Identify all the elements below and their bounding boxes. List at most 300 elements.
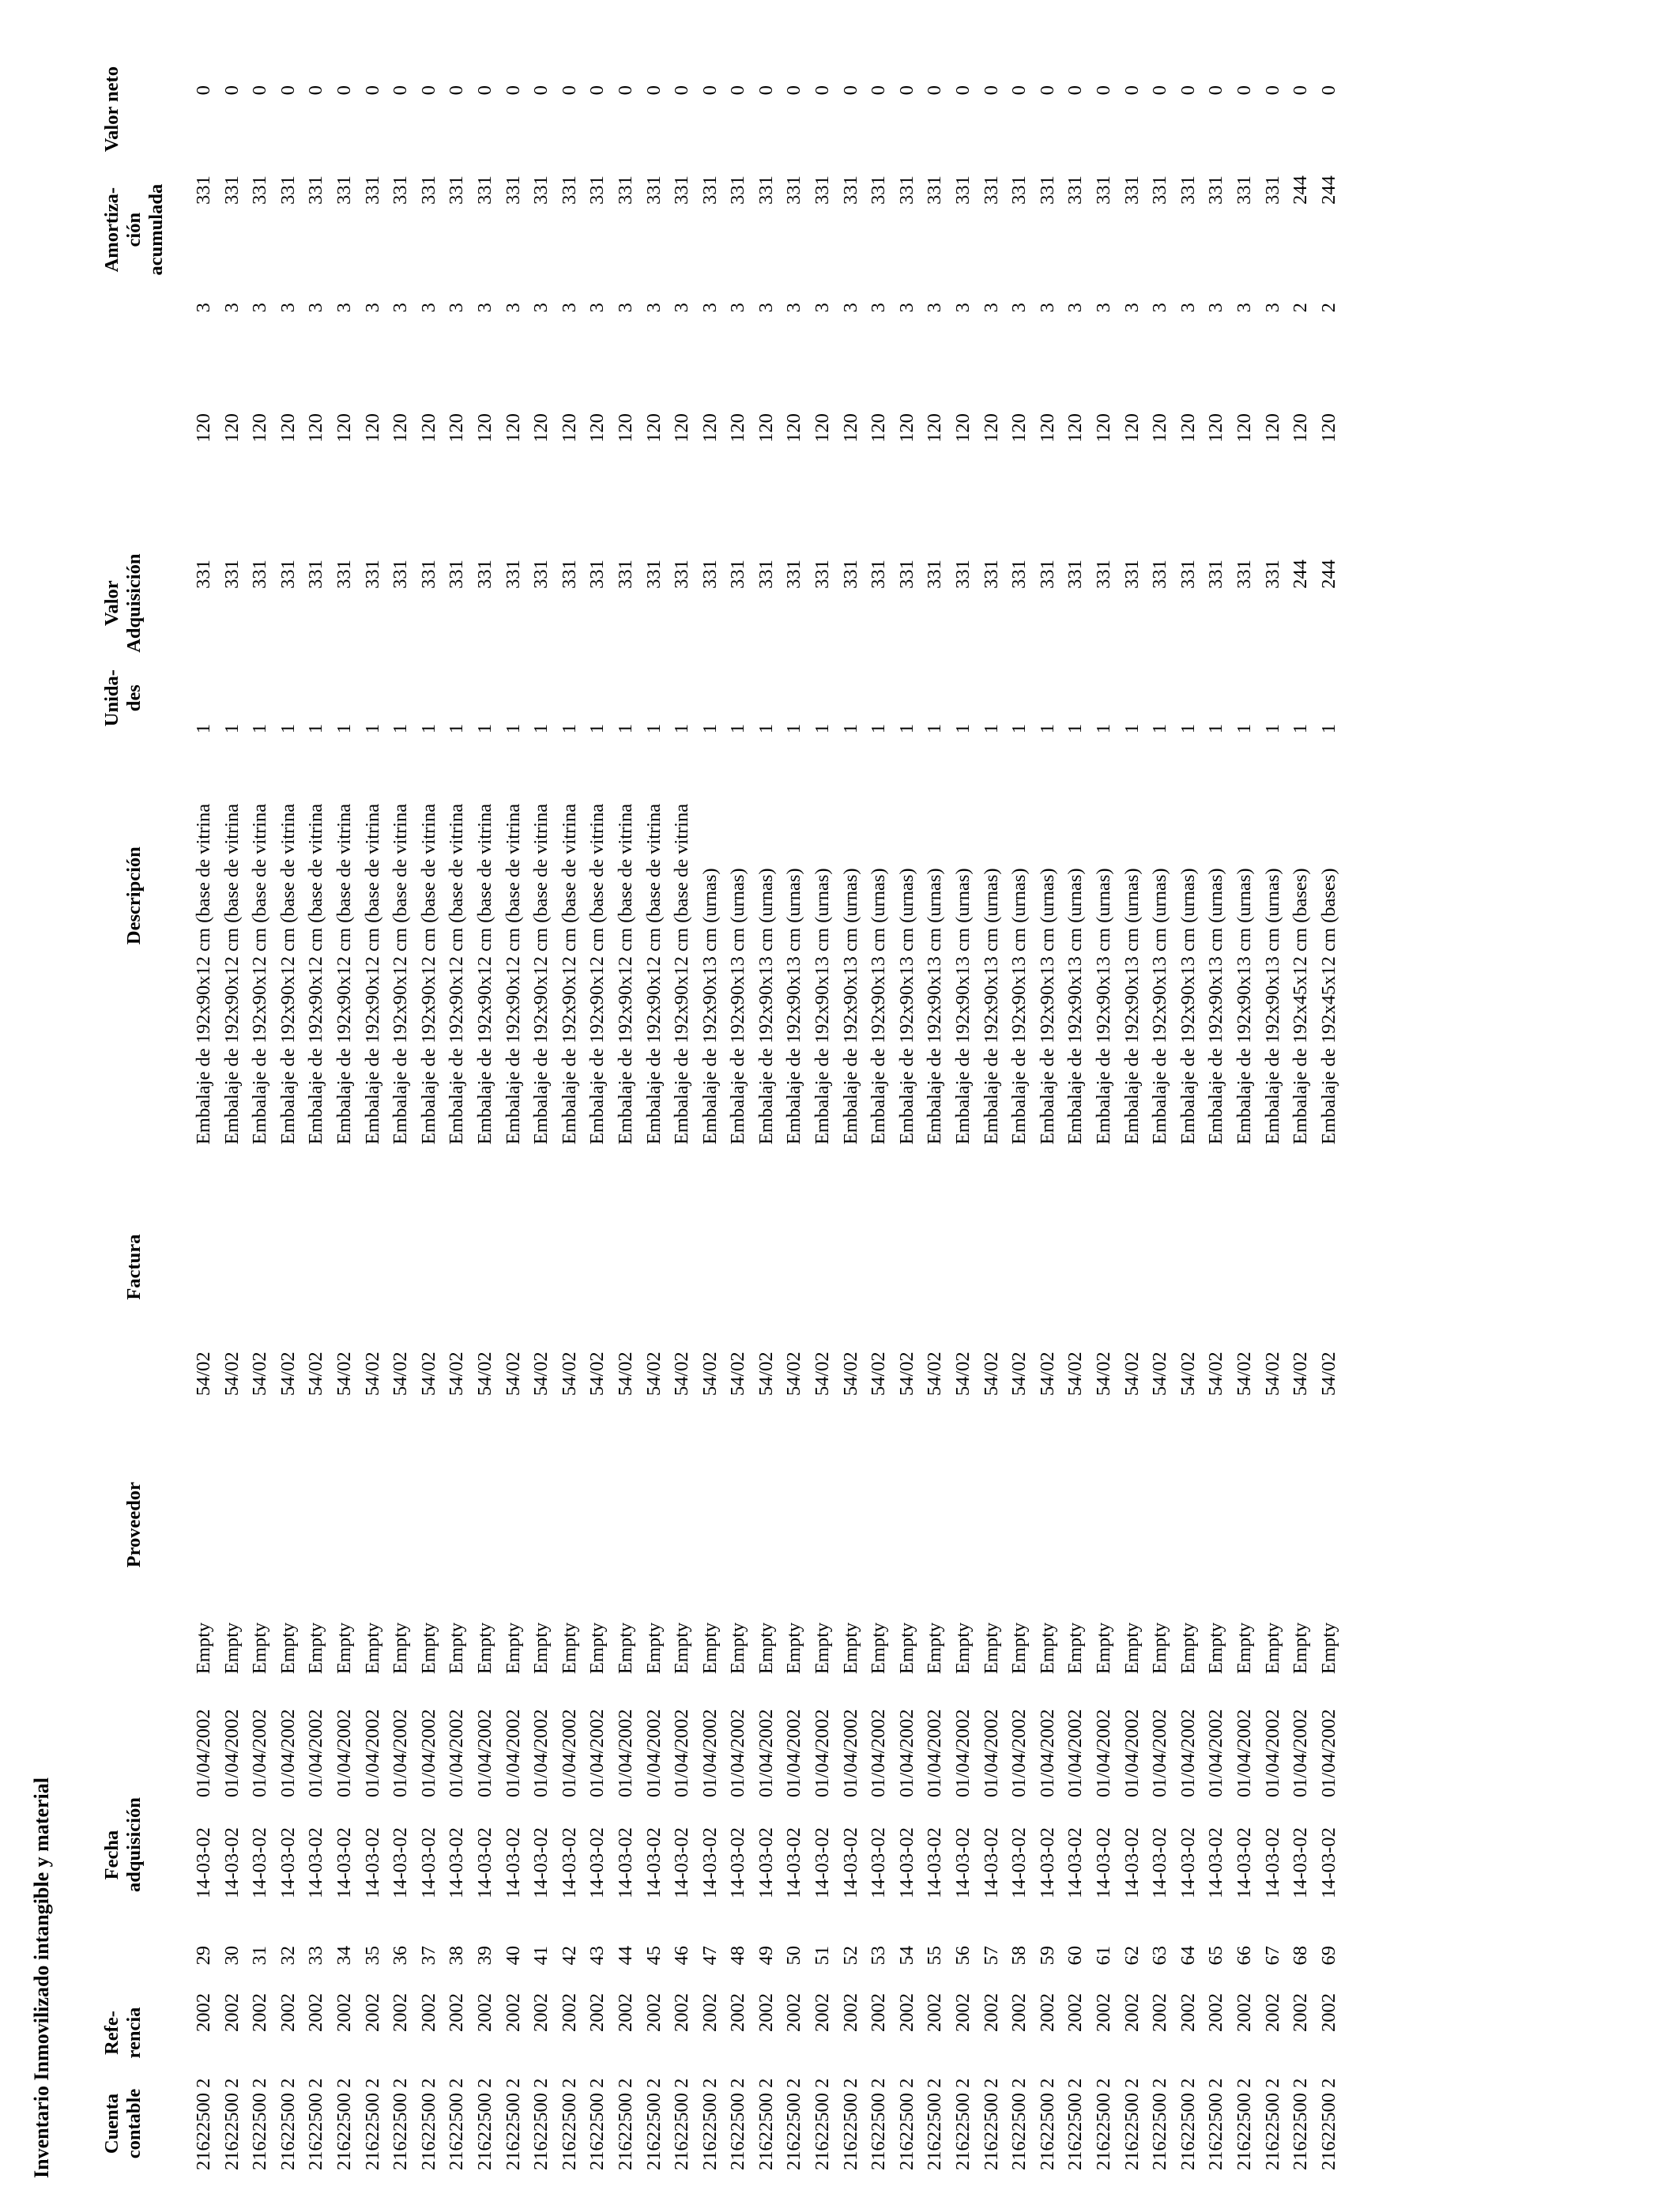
cell-factura: 54/02 — [1064, 1351, 1087, 1397]
cell-referencia: 65 — [1205, 1946, 1227, 1966]
cell-porcentaje: 120 — [1233, 413, 1255, 443]
cell-fecha-alta: 01/04/2002 — [1036, 1709, 1058, 1798]
cell-descripcion: Embalaje de 192x90x13 cm (urnas) — [812, 868, 834, 1145]
cell-anios: 3 — [1233, 303, 1255, 313]
cell-descripcion: Embalaje de 192x90x12 cm (base de vitrina — [446, 803, 468, 1145]
cell-cuenta-contable: 21622500 2 — [446, 2078, 468, 2170]
cell-valor-adquisicion: 331 — [895, 560, 917, 589]
cell-anios: 3 — [220, 303, 243, 313]
cell-referencia: 69 — [1317, 1946, 1339, 1966]
cell-anios: 3 — [333, 303, 355, 313]
header-fecha-adquisicion: Fecha adquisición — [101, 1797, 145, 1892]
cell-amortizacion-acumulada: 244 — [1317, 175, 1339, 205]
cell-referencia: 62 — [1121, 1946, 1143, 1966]
cell-fecha-alta: 01/04/2002 — [361, 1709, 383, 1798]
cell-ejercicio: 2002 — [727, 1993, 749, 2032]
cell-amortizacion-acumulada: 331 — [502, 175, 524, 205]
table-row — [1259, 54, 1287, 2170]
cell-ejercicio: 2002 — [1317, 1993, 1339, 2032]
cell-valor-adquisicion: 331 — [839, 560, 861, 589]
cell-proveedor: Empty — [980, 1622, 1002, 1675]
cell-fecha-alta: 01/04/2002 — [1177, 1709, 1199, 1798]
cell-amortizacion-acumulada: 331 — [305, 175, 327, 205]
cell-valor-neto: 0 — [839, 85, 861, 96]
cell-porcentaje: 120 — [1121, 413, 1143, 443]
cell-fecha-alta: 01/04/2002 — [1121, 1709, 1143, 1798]
header-unidades: Unida- des — [101, 669, 145, 727]
cell-valor-adquisicion: 331 — [727, 560, 749, 589]
cell-fecha-alta: 01/04/2002 — [446, 1709, 468, 1798]
cell-fecha-adquisicion: 14-03-02 — [530, 1827, 552, 1898]
header-descripcion: Descripción — [123, 846, 145, 945]
cell-valor-adquisicion: 331 — [952, 560, 974, 589]
cell-ejercicio: 2002 — [558, 1993, 580, 2032]
cell-ejercicio: 2002 — [1205, 1993, 1227, 2032]
cell-unidades: 1 — [361, 723, 383, 734]
table-row — [837, 54, 865, 2170]
cell-fecha-alta: 01/04/2002 — [586, 1709, 608, 1798]
table-row — [1118, 54, 1147, 2170]
cell-valor-adquisicion: 331 — [924, 560, 946, 589]
cell-fecha-adquisicion: 14-03-02 — [812, 1827, 834, 1898]
cell-referencia: 52 — [839, 1946, 861, 1966]
cell-valor-adquisicion: 331 — [1064, 560, 1087, 589]
cell-ejercicio: 2002 — [839, 1993, 861, 2032]
cell-descripcion: Embalaje de 192x90x13 cm (urnas) — [895, 868, 917, 1145]
cell-descripcion: Embalaje de 192x90x13 cm (urnas) — [952, 868, 974, 1145]
cell-valor-neto: 0 — [277, 85, 299, 96]
cell-factura: 54/02 — [1261, 1351, 1283, 1397]
cell-fecha-adquisicion: 14-03-02 — [868, 1827, 890, 1898]
cell-amortizacion-acumulada: 331 — [755, 175, 777, 205]
cell-proveedor: Empty — [1233, 1622, 1255, 1675]
cell-valor-adquisicion: 331 — [1008, 560, 1030, 589]
cell-factura: 54/02 — [1036, 1351, 1058, 1397]
cell-referencia: 47 — [699, 1946, 721, 1966]
cell-ejercicio: 2002 — [390, 1993, 412, 2032]
cell-amortizacion-acumulada: 331 — [1149, 175, 1171, 205]
cell-ejercicio: 2002 — [642, 1993, 665, 2032]
table-row — [1174, 54, 1203, 2170]
cell-factura: 54/02 — [249, 1351, 271, 1397]
cell-proveedor: Empty — [473, 1622, 495, 1675]
cell-anios: 3 — [895, 303, 917, 313]
cell-valor-adquisicion: 331 — [1205, 560, 1227, 589]
cell-unidades: 1 — [1008, 723, 1030, 734]
cell-porcentaje: 120 — [895, 413, 917, 443]
cell-amortizacion-acumulada: 331 — [924, 175, 946, 205]
cell-anios: 3 — [249, 303, 271, 313]
table-row — [386, 54, 415, 2170]
cell-anios: 3 — [558, 303, 580, 313]
cell-cuenta-contable: 21622500 2 — [980, 2078, 1002, 2170]
cell-fecha-adquisicion: 14-03-02 — [1008, 1827, 1030, 1898]
cell-porcentaje: 120 — [1064, 413, 1087, 443]
cell-anios: 3 — [727, 303, 749, 313]
cell-anios: 3 — [361, 303, 383, 313]
cell-porcentaje: 120 — [249, 413, 271, 443]
cell-anios: 3 — [1205, 303, 1227, 313]
cell-valor-adquisicion: 331 — [361, 560, 383, 589]
cell-descripcion: Embalaje de 192x90x13 cm (urnas) — [783, 868, 805, 1145]
cell-cuenta-contable: 21622500 2 — [390, 2078, 412, 2170]
cell-valor-neto: 0 — [924, 85, 946, 96]
cell-valor-adquisicion: 331 — [193, 560, 214, 589]
cell-referencia: 38 — [446, 1946, 468, 1966]
cell-porcentaje: 120 — [1149, 413, 1171, 443]
cell-cuenta-contable: 21622500 2 — [1205, 2078, 1227, 2170]
cell-valor-adquisicion: 331 — [642, 560, 665, 589]
cell-ejercicio: 2002 — [1261, 1993, 1283, 2032]
cell-unidades: 1 — [1036, 723, 1058, 734]
cell-fecha-alta: 01/04/2002 — [417, 1709, 439, 1798]
cell-amortizacion-acumulada: 331 — [220, 175, 243, 205]
cell-valor-neto: 0 — [558, 85, 580, 96]
cell-unidades: 1 — [1121, 723, 1143, 734]
cell-referencia: 57 — [980, 1946, 1002, 1966]
cell-cuenta-contable: 21622500 2 — [1290, 2078, 1312, 2170]
cell-valor-neto: 0 — [586, 85, 608, 96]
cell-porcentaje: 120 — [530, 413, 552, 443]
cell-descripcion: Embalaje de 192x90x12 cm (base de vitrina — [558, 803, 580, 1145]
cell-amortizacion-acumulada: 331 — [1121, 175, 1143, 205]
cell-proveedor: Empty — [642, 1622, 665, 1675]
cell-unidades: 1 — [1177, 723, 1199, 734]
cell-porcentaje: 120 — [1205, 413, 1227, 443]
cell-valor-adquisicion: 331 — [586, 560, 608, 589]
cell-amortizacion-acumulada: 331 — [361, 175, 383, 205]
cell-factura: 54/02 — [895, 1351, 917, 1397]
cell-amortizacion-acumulada: 331 — [868, 175, 890, 205]
cell-factura: 54/02 — [642, 1351, 665, 1397]
cell-cuenta-contable: 21622500 2 — [812, 2078, 834, 2170]
cell-proveedor: Empty — [895, 1622, 917, 1675]
cell-amortizacion-acumulada: 331 — [895, 175, 917, 205]
cell-valor-adquisicion: 331 — [417, 560, 439, 589]
cell-unidades: 1 — [642, 723, 665, 734]
cell-factura: 54/02 — [558, 1351, 580, 1397]
table-row — [1230, 54, 1259, 2170]
table-row — [499, 54, 528, 2170]
cell-descripcion: Embalaje de 192x90x12 cm (base de vitrina — [473, 803, 495, 1145]
cell-cuenta-contable: 21622500 2 — [1177, 2078, 1199, 2170]
cell-valor-neto: 0 — [193, 85, 214, 96]
cell-valor-adquisicion: 331 — [473, 560, 495, 589]
header-valor-neto: Valor neto — [101, 66, 122, 153]
cell-proveedor: Empty — [361, 1622, 383, 1675]
cell-proveedor: Empty — [390, 1622, 412, 1675]
cell-cuenta-contable: 21622500 2 — [1121, 2078, 1143, 2170]
cell-referencia: 43 — [586, 1946, 608, 1966]
cell-descripcion: Embalaje de 192x90x13 cm (urnas) — [1093, 868, 1114, 1145]
cell-proveedor: Empty — [783, 1622, 805, 1675]
cell-porcentaje: 120 — [417, 413, 439, 443]
cell-porcentaje: 120 — [727, 413, 749, 443]
cell-amortizacion-acumulada: 331 — [671, 175, 693, 205]
cell-porcentaje: 120 — [193, 413, 214, 443]
cell-unidades: 1 — [249, 723, 271, 734]
cell-valor-neto: 0 — [727, 85, 749, 96]
cell-amortizacion-acumulada: 331 — [333, 175, 355, 205]
cell-referencia: 48 — [727, 1946, 749, 1966]
cell-proveedor: Empty — [812, 1622, 834, 1675]
cell-factura: 54/02 — [333, 1351, 355, 1397]
cell-proveedor: Empty — [586, 1622, 608, 1675]
cell-referencia: 35 — [361, 1946, 383, 1966]
cell-ejercicio: 2002 — [220, 1993, 243, 2032]
cell-proveedor: Empty — [1121, 1622, 1143, 1675]
cell-valor-adquisicion: 331 — [502, 560, 524, 589]
cell-descripcion: Embalaje de 192x90x13 cm (urnas) — [1036, 868, 1058, 1145]
cell-ejercicio: 2002 — [1121, 1993, 1143, 2032]
cell-anios: 3 — [839, 303, 861, 313]
cell-ejercicio: 2002 — [755, 1993, 777, 2032]
cell-unidades: 1 — [924, 723, 946, 734]
cell-factura: 54/02 — [586, 1351, 608, 1397]
table-row — [808, 54, 837, 2170]
cell-fecha-adquisicion: 14-03-02 — [277, 1827, 299, 1898]
cell-referencia: 40 — [502, 1946, 524, 1966]
cell-fecha-alta: 01/04/2002 — [1149, 1709, 1171, 1798]
cell-referencia: 67 — [1261, 1946, 1283, 1966]
cell-unidades: 1 — [1233, 723, 1255, 734]
cell-proveedor: Empty — [530, 1622, 552, 1675]
cell-factura: 54/02 — [980, 1351, 1002, 1397]
cell-proveedor: Empty — [699, 1622, 721, 1675]
cell-cuenta-contable: 21622500 2 — [783, 2078, 805, 2170]
cell-anios: 3 — [193, 303, 214, 313]
cell-referencia: 54 — [895, 1946, 917, 1966]
header-valor-adquisicion: Valor Adquisición — [101, 553, 145, 653]
table-row — [218, 54, 247, 2170]
cell-ejercicio: 2002 — [417, 1993, 439, 2032]
cell-amortizacion-acumulada: 331 — [727, 175, 749, 205]
table-row — [330, 54, 359, 2170]
cell-fecha-adquisicion: 14-03-02 — [361, 1827, 383, 1898]
header-factura: Factura — [123, 1234, 145, 1300]
cell-factura: 54/02 — [952, 1351, 974, 1397]
cell-porcentaje: 120 — [277, 413, 299, 443]
cell-fecha-alta: 01/04/2002 — [952, 1709, 974, 1798]
cell-factura: 54/02 — [446, 1351, 468, 1397]
cell-descripcion: Embalaje de 192x90x13 cm (urnas) — [727, 868, 749, 1145]
cell-descripcion: Embalaje de 192x90x12 cm (base de vitrina — [193, 803, 214, 1145]
cell-ejercicio: 2002 — [446, 1993, 468, 2032]
cell-unidades: 1 — [305, 723, 327, 734]
cell-unidades: 1 — [727, 723, 749, 734]
cell-descripcion: Embalaje de 192x45x12 cm (bases) — [1317, 868, 1339, 1145]
cell-cuenta-contable: 21622500 2 — [1233, 2078, 1255, 2170]
cell-unidades: 1 — [333, 723, 355, 734]
table-row — [302, 54, 330, 2170]
cell-fecha-alta: 01/04/2002 — [1290, 1709, 1312, 1798]
cell-factura: 54/02 — [812, 1351, 834, 1397]
cell-ejercicio: 2002 — [1233, 1993, 1255, 2032]
cell-referencia: 63 — [1149, 1946, 1171, 1966]
cell-valor-adquisicion: 331 — [305, 560, 327, 589]
cell-amortizacion-acumulada: 331 — [642, 175, 665, 205]
cell-amortizacion-acumulada: 331 — [390, 175, 412, 205]
cell-porcentaje: 120 — [1317, 413, 1339, 443]
cell-referencia: 45 — [642, 1946, 665, 1966]
cell-referencia: 33 — [305, 1946, 327, 1966]
cell-porcentaje: 120 — [502, 413, 524, 443]
cell-amortizacion-acumulada: 331 — [530, 175, 552, 205]
cell-factura: 54/02 — [1205, 1351, 1227, 1397]
cell-factura: 54/02 — [755, 1351, 777, 1397]
cell-fecha-adquisicion: 14-03-02 — [249, 1827, 271, 1898]
cell-valor-neto: 0 — [642, 85, 665, 96]
cell-valor-neto: 0 — [530, 85, 552, 96]
table-row — [1146, 54, 1174, 2170]
cell-descripcion: Embalaje de 192x90x12 cm (base de vitrina — [642, 803, 665, 1145]
cell-porcentaje: 120 — [220, 413, 243, 443]
cell-descripcion: Embalaje de 192x45x12 cm (bases) — [1290, 868, 1312, 1145]
cell-cuenta-contable: 21622500 2 — [1064, 2078, 1087, 2170]
cell-referencia: 36 — [390, 1946, 412, 1966]
cell-unidades: 1 — [699, 723, 721, 734]
cell-ejercicio: 2002 — [502, 1993, 524, 2032]
cell-valor-neto: 0 — [220, 85, 243, 96]
cell-factura: 54/02 — [502, 1351, 524, 1397]
cell-factura: 54/02 — [1317, 1351, 1339, 1397]
cell-fecha-adquisicion: 14-03-02 — [727, 1827, 749, 1898]
table-row — [1315, 54, 1343, 2170]
cell-descripcion: Embalaje de 192x90x13 cm (urnas) — [755, 868, 777, 1145]
table-row — [921, 54, 949, 2170]
cell-ejercicio: 2002 — [193, 1993, 214, 2032]
table-row — [583, 54, 612, 2170]
cell-proveedor: Empty — [1177, 1622, 1199, 1675]
cell-proveedor: Empty — [1064, 1622, 1087, 1675]
cell-fecha-alta: 01/04/2002 — [699, 1709, 721, 1798]
cell-ejercicio: 2002 — [1290, 1993, 1312, 2032]
cell-descripcion: Embalaje de 192x90x12 cm (base de vitrina — [277, 803, 299, 1145]
cell-unidades: 1 — [558, 723, 580, 734]
cell-valor-adquisicion: 331 — [783, 560, 805, 589]
cell-anios: 3 — [642, 303, 665, 313]
cell-factura: 54/02 — [305, 1351, 327, 1397]
cell-referencia: 39 — [473, 1946, 495, 1966]
cell-descripcion: Embalaje de 192x90x13 cm (urnas) — [839, 868, 861, 1145]
cell-proveedor: Empty — [952, 1622, 974, 1675]
cell-anios: 3 — [1177, 303, 1199, 313]
cell-fecha-alta: 01/04/2002 — [277, 1709, 299, 1798]
cell-fecha-alta: 01/04/2002 — [390, 1709, 412, 1798]
cell-descripcion: Embalaje de 192x90x13 cm (urnas) — [1233, 868, 1255, 1145]
table-row — [1034, 54, 1062, 2170]
cell-valor-adquisicion: 331 — [868, 560, 890, 589]
cell-referencia: 68 — [1290, 1946, 1312, 1966]
cell-fecha-alta: 01/04/2002 — [530, 1709, 552, 1798]
cell-anios: 3 — [586, 303, 608, 313]
cell-cuenta-contable: 21622500 2 — [502, 2078, 524, 2170]
table-row — [246, 54, 274, 2170]
cell-anios: 3 — [1064, 303, 1087, 313]
table-row — [274, 54, 303, 2170]
cell-factura: 54/02 — [783, 1351, 805, 1397]
cell-valor-neto: 0 — [1121, 85, 1143, 96]
cell-fecha-alta: 01/04/2002 — [755, 1709, 777, 1798]
cell-factura: 54/02 — [1290, 1351, 1312, 1397]
cell-fecha-alta: 01/04/2002 — [1008, 1709, 1030, 1798]
cell-amortizacion-acumulada: 244 — [1290, 175, 1312, 205]
cell-cuenta-contable: 21622500 2 — [642, 2078, 665, 2170]
cell-cuenta-contable: 21622500 2 — [586, 2078, 608, 2170]
cell-referencia: 59 — [1036, 1946, 1058, 1966]
table-row — [1202, 54, 1230, 2170]
cell-descripcion: Embalaje de 192x90x13 cm (urnas) — [980, 868, 1002, 1145]
cell-valor-neto: 0 — [502, 85, 524, 96]
cell-anios: 3 — [305, 303, 327, 313]
cell-proveedor: Empty — [193, 1622, 214, 1675]
cell-referencia: 31 — [249, 1946, 271, 1966]
cell-factura: 54/02 — [1093, 1351, 1114, 1397]
cell-unidades: 1 — [1093, 723, 1114, 734]
cell-cuenta-contable: 21622500 2 — [417, 2078, 439, 2170]
cell-valor-adquisicion: 331 — [277, 560, 299, 589]
cell-ejercicio: 2002 — [783, 1993, 805, 2032]
cell-referencia: 49 — [755, 1946, 777, 1966]
cell-proveedor: Empty — [446, 1622, 468, 1675]
cell-porcentaje: 120 — [868, 413, 890, 443]
cell-fecha-adquisicion: 14-03-02 — [671, 1827, 693, 1898]
cell-fecha-adquisicion: 14-03-02 — [642, 1827, 665, 1898]
table-row — [190, 54, 218, 2170]
cell-valor-adquisicion: 331 — [1036, 560, 1058, 589]
cell-valor-adquisicion: 244 — [1290, 560, 1312, 589]
table-header-row — [101, 54, 190, 2170]
cell-fecha-adquisicion: 14-03-02 — [895, 1827, 917, 1898]
cell-fecha-adquisicion: 14-03-02 — [1149, 1827, 1171, 1898]
cell-factura: 54/02 — [839, 1351, 861, 1397]
cell-porcentaje: 120 — [783, 413, 805, 443]
cell-valor-adquisicion: 331 — [1121, 560, 1143, 589]
cell-valor-neto: 0 — [812, 85, 834, 96]
cell-unidades: 1 — [812, 723, 834, 734]
cell-cuenta-contable: 21622500 2 — [699, 2078, 721, 2170]
cell-fecha-alta: 01/04/2002 — [980, 1709, 1002, 1798]
cell-porcentaje: 120 — [558, 413, 580, 443]
table-row — [1286, 54, 1315, 2170]
cell-ejercicio: 2002 — [305, 1993, 327, 2032]
cell-valor-adquisicion: 331 — [812, 560, 834, 589]
cell-factura: 54/02 — [868, 1351, 890, 1397]
cell-anios: 3 — [868, 303, 890, 313]
cell-valor-neto: 0 — [361, 85, 383, 96]
cell-ejercicio: 2002 — [699, 1993, 721, 2032]
cell-valor-adquisicion: 244 — [1317, 560, 1339, 589]
cell-amortizacion-acumulada: 331 — [473, 175, 495, 205]
cell-ejercicio: 2002 — [924, 1993, 946, 2032]
header-referencia: Refe- rencia — [101, 2007, 145, 2059]
cell-descripcion: Embalaje de 192x90x13 cm (urnas) — [1261, 868, 1283, 1145]
cell-proveedor: Empty — [249, 1622, 271, 1675]
cell-proveedor: Empty — [1205, 1622, 1227, 1675]
cell-porcentaje: 120 — [924, 413, 946, 443]
cell-valor-neto: 0 — [446, 85, 468, 96]
cell-fecha-alta: 01/04/2002 — [220, 1709, 243, 1798]
cell-fecha-adquisicion: 14-03-02 — [1036, 1827, 1058, 1898]
cell-fecha-alta: 01/04/2002 — [1233, 1709, 1255, 1798]
cell-anios: 3 — [671, 303, 693, 313]
cell-valor-adquisicion: 331 — [220, 560, 243, 589]
cell-ejercicio: 2002 — [952, 1993, 974, 2032]
cell-ejercicio: 2002 — [868, 1993, 890, 2032]
cell-amortizacion-acumulada: 331 — [1036, 175, 1058, 205]
cell-valor-adquisicion: 331 — [390, 560, 412, 589]
cell-valor-neto: 0 — [980, 85, 1002, 96]
